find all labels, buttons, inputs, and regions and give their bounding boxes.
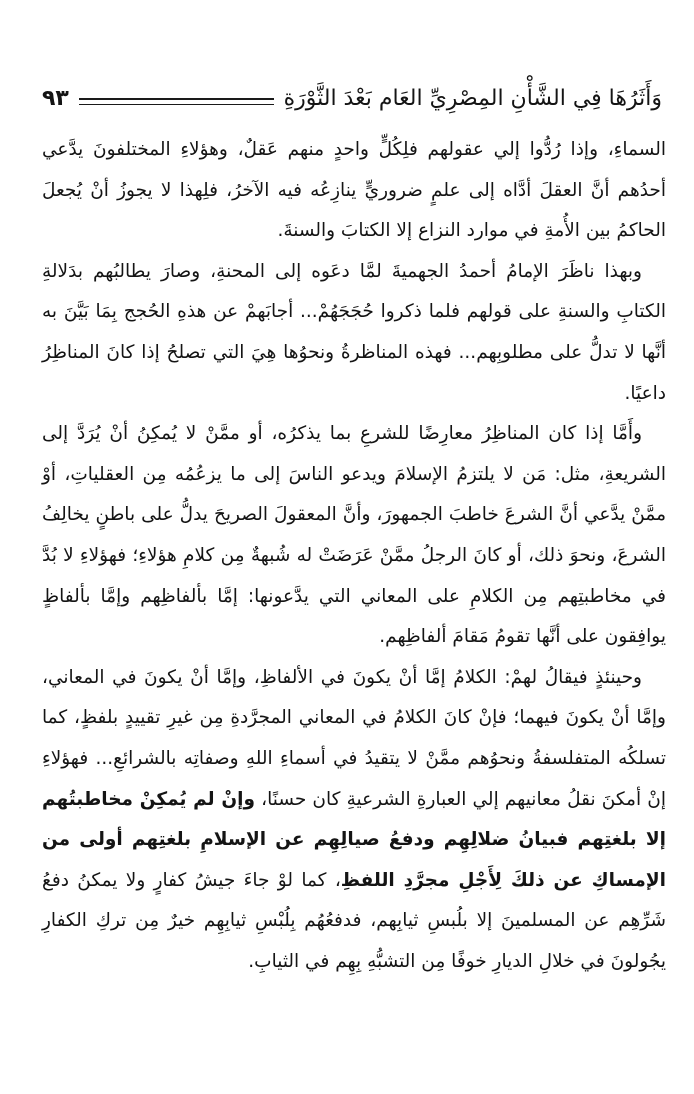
paragraph-1 xyxy=(42,130,666,252)
paragraph-text: وبهذا ناظَرَ الإمامُ أحمدُ الجهميةَ لمَّا دعَوه إلى المحنةِ، وصارَ يطالبُهم بدَلالةِ الكتابِ والسنةِ على قولهم فلما ذكروا حُجَجَهُمْ... أجابَهمْ عن هذهِ الحُجج بِمَا بَيَّنَ به أنَّها لا تدلُّ على مطلوبِهم... فهذه المناظرةُ ونحوُها هِيَ التي تصلحُ إذا كانَ المناظِرُ داعيًا. xyxy=(42,260,666,404)
paragraph-2 xyxy=(42,252,666,414)
page-body xyxy=(42,130,666,982)
bold-emphasis: وإنْ لم يُمكِنْ مخاطبتُهم إلا بلغتِهم فبيانُ ضلالِهِم ودفعُ صيالِهِم عن الإسلامِ بلغتِهم أولى من الإمساكِ عن ذلكَ لِأَجْلِ مجرَّدِ اللفظِ xyxy=(42,788,666,891)
paragraph-text: وحينئذٍ فيقالُ لهمْ: الكلامُ إمَّا أنْ يكونَ في الألفاظِ، وإمَّا أنْ يكونَ في المعاني، وإمَّا أنْ يكونَ فيهما؛ فإنْ كانَ الكلامُ في المعاني المجرَّدةِ مِن غيرِ تقييدٍ بلفظٍ، كما تسلكُه المتفلسفةُ ونحوُهم ممَّنْ لا يتقيدُ في أسماءِ اللهِ وصفاتِه بالشرائعِ... فهؤلاءِ إنْ أمكنَ نقلُ معانيهم إلي العبارةِ الشرعيةِ كان حسنًا، xyxy=(42,666,666,810)
paragraph-3 xyxy=(42,414,666,658)
paragraph-text: وأَمَّا إذا كان المناظِرُ معارِضًا للشرعِ بما يذكرُه، أو ممَّنْ لا يُمكِنُ أنْ يُرَدَّ إلى الشريعةِ، مثل: مَن لا يلتزمُ الإسلامَ ويدعو الناسَ إلى ما يزعُمُه مِن العقلياتِ، أوْ ممَّنْ يدَّعي أنَّ الشرعَ خاطبَ الجمهورَ، وأنَّ المعقولَ الصريحَ يدلُّ على باطنٍ يخالِفُ الشرعَ، ونحوَ ذلك، أو كانَ الرجلُ ممَّنْ عَرَضَتْ له شُبهةٌ مِن كلامِ هؤلاءِ؛ فهؤلاءِ لا بُدَّ في مخاطبتِهم مِن الكلامِ على المعاني التي يدَّعونها: إمَّا بألفاظِهم وإمَّا بألفاظٍ يوافِقون على أنَّها تقومُ مَقامَ ألفاظِهم. xyxy=(42,423,666,648)
page-number: ٩٣ xyxy=(42,86,69,111)
page-header xyxy=(42,70,662,114)
header-rule xyxy=(79,98,274,105)
running-title: وَأَثَرُهَا فِي الشَّأْنِ المِصْرِيِّ العَام بَعْدَ الثَّوْرَةِ xyxy=(283,86,662,111)
paragraph-4 xyxy=(42,658,666,983)
paragraph-text: السماءِ، وإذا رُدُّوا إلي عقولهم فلِكُلٍّ واحدٍ منهم عَقلٌ، وهؤلاءِ المختلفونَ يدَّعي أحدُهم أنَّ العقلَ أدَّاه إلى علمٍ ضروريٍّ ينازِعُه فيه الآخرُ، فلِهذا لا يجوزُ أنْ يُجعلَ الحاكمُ بين الأُمةِ في موارد النزاع إلا الكتابَ والسنةَ. xyxy=(42,139,666,242)
paragraph-text: ، كما لوْ جاءَ جيشُ كفارٍ ولا يمكنُ دفعُ شَرِّهِم عن المسلمينَ إلا بلُبسِ ثيابِهم، فدفعُهُم بِلُبْسِ ثيابِهِم خيرٌ مِن تركِ الكفارِ يجُولونَ في خلالِ الديارِ خوفًا مِن التشبُّهِ بِهِم في الثيابِ. xyxy=(42,869,666,972)
